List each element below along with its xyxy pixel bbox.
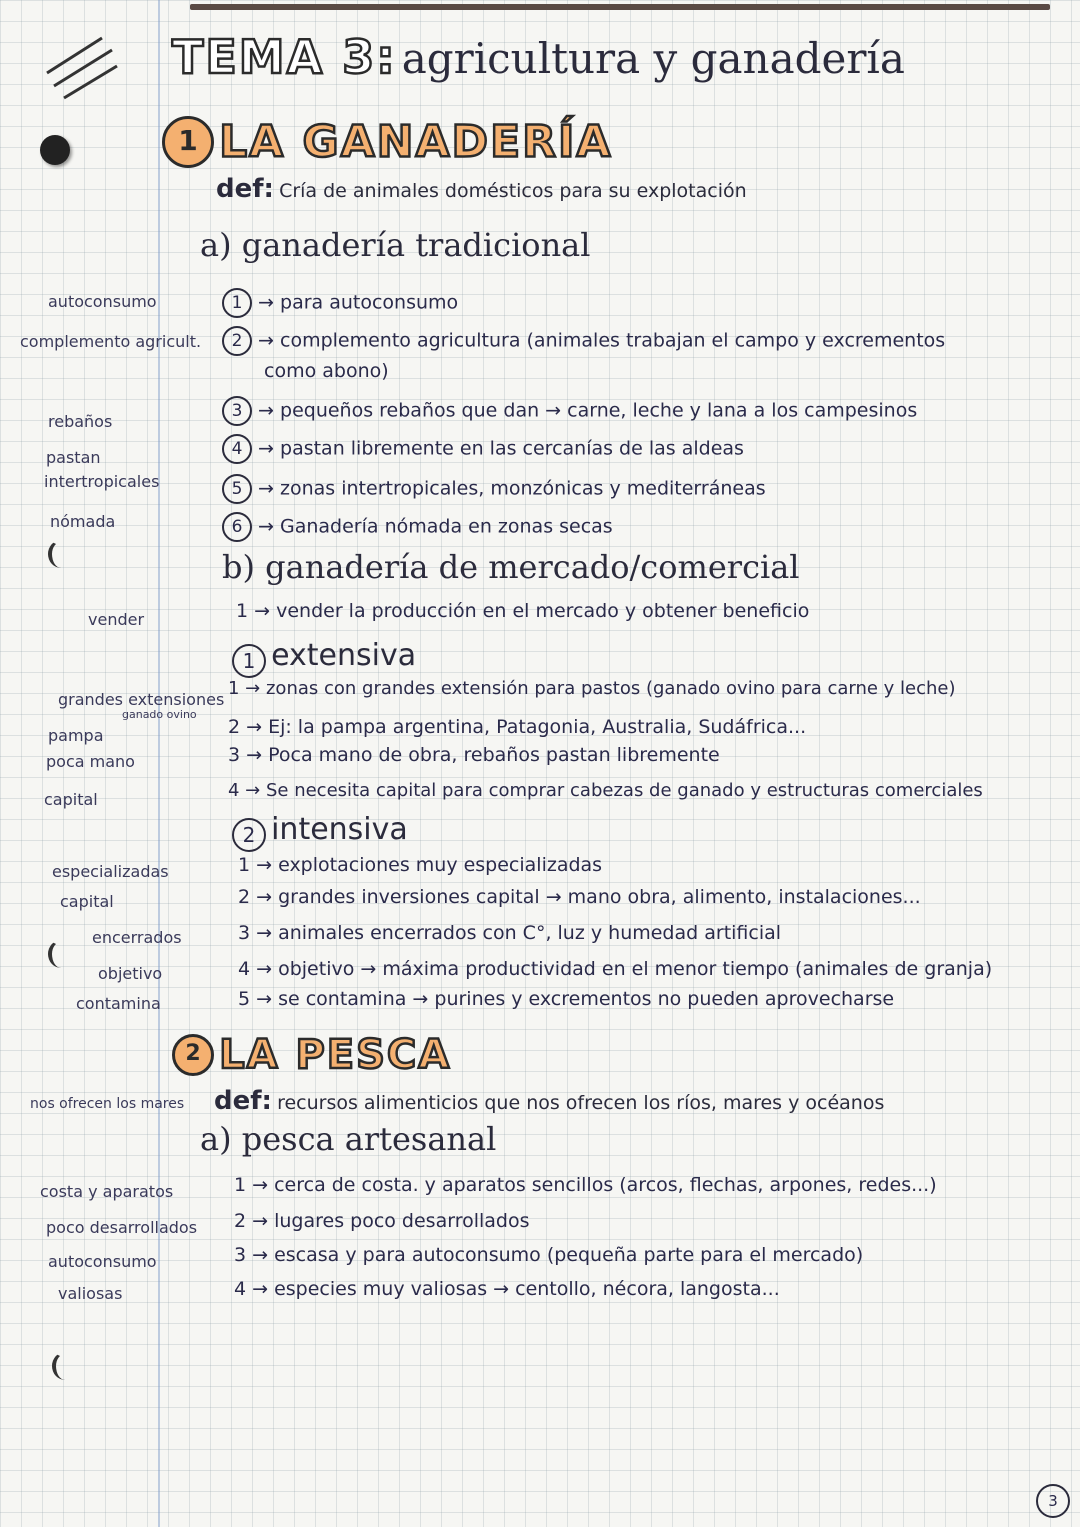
list-item	[222, 288, 458, 318]
item-number: 4	[222, 434, 252, 464]
margin-note: poco desarrollados	[46, 1218, 198, 1237]
margin-note: grandes extensiones	[58, 690, 225, 709]
list-item	[222, 474, 766, 504]
page-title	[172, 30, 905, 84]
margin-note: capital	[60, 892, 114, 911]
list-item: 2 → grandes inversiones capital → mano obra, alimento, instalaciones...	[238, 886, 921, 908]
item-text: → para autoconsumo	[258, 291, 459, 314]
margin-note: nos ofrecen los mares	[30, 1096, 185, 1112]
hatch-mark-icon	[42, 28, 122, 108]
item-text: → complemento agricultura (animales trabajan el campo y excrementos	[258, 329, 946, 352]
item-number: 2	[232, 818, 266, 852]
subsubsection-title: extensiva	[271, 638, 417, 673]
subsection-title: b) ganadería de mercado/comercial	[222, 548, 800, 586]
list-item: 2 → Ej: la pampa argentina, Patagonia, Australia, Sudáfrica...	[228, 716, 807, 738]
margin-note: costa y aparatos	[40, 1182, 174, 1201]
list-item: 1 → cerca de costa. y aparatos sencillos (arcos, flechas, arpones, redes...)	[234, 1174, 937, 1196]
margin-note: capital	[44, 790, 98, 809]
item-number: 1	[232, 644, 266, 678]
item-number: 1	[222, 288, 252, 318]
margin-line	[158, 0, 160, 1527]
title-subject: agricultura y ganadería	[401, 34, 905, 83]
margin-note: pastan	[46, 448, 101, 467]
page-number: 3	[1036, 1484, 1070, 1518]
section-heading	[172, 1032, 451, 1078]
list-item: 4 → Se necesita capital para comprar cabezas de ganado y estructuras comerciales	[228, 780, 983, 801]
def-text: Cría de animales domésticos para su explotación	[279, 180, 747, 202]
margin-note: contamina	[76, 994, 161, 1013]
list-item	[222, 512, 613, 542]
item-text: → pastan libremente en las cercanías de las aldeas	[258, 437, 744, 460]
section-heading	[162, 116, 612, 168]
item-text: como abono)	[264, 360, 389, 382]
list-item: 3 → animales encerrados con C°, luz y humedad artificial	[238, 922, 782, 944]
page-edge	[190, 4, 1050, 10]
section-title: LA GANADERÍA	[219, 116, 613, 168]
subsection-title: a) ganadería tradicional	[200, 226, 591, 264]
margin-note: encerrados	[92, 928, 182, 947]
list-item: 4 → especies muy valiosas → centollo, nécora, langosta...	[234, 1278, 780, 1300]
list-item: 1 → explotaciones muy especializadas	[238, 854, 603, 876]
subsubsection-heading	[232, 812, 408, 852]
title-tema: TEMA 3:	[172, 30, 397, 84]
margin-note: complemento agricult.	[20, 332, 202, 351]
margin-note: intertropicales	[44, 472, 160, 491]
item-number: 5	[222, 474, 252, 504]
section-number: 1	[162, 116, 214, 168]
section-title: LA PESCA	[219, 1032, 452, 1078]
list-item: 1 → vender la producción en el mercado y obtener beneficio	[236, 600, 810, 622]
margin-note: especializadas	[52, 862, 169, 881]
margin-note: rebaños	[48, 412, 113, 431]
subsubsection-heading	[232, 638, 416, 678]
list-item: 5 → se contamina → purines y excrementos no pueden aprovecharse	[238, 988, 895, 1010]
margin-note: valiosas	[58, 1284, 123, 1303]
definition	[216, 174, 747, 204]
list-item	[264, 360, 389, 382]
binder-hole	[40, 135, 70, 165]
item-number: 6	[222, 512, 252, 542]
list-item: 3 → escasa y para autoconsumo (pequeña parte para el mercado)	[234, 1244, 864, 1266]
item-text: → zonas intertropicales, monzónicas y mediterráneas	[258, 477, 766, 500]
list-item: 2 → lugares poco desarrollados	[234, 1210, 530, 1232]
item-number: 2	[222, 326, 252, 356]
margin-note: autoconsumo	[48, 292, 157, 311]
def-label: def:	[216, 174, 274, 204]
definition	[214, 1086, 884, 1116]
item-text: → Ganadería nómada en zonas secas	[258, 515, 613, 538]
list-item: 4 → objetivo → máxima productividad en el menor tiempo (animales de granja)	[238, 958, 993, 980]
binder-hole	[48, 540, 74, 568]
margin-note: poca mano	[46, 752, 135, 771]
margin-note: autoconsumo	[48, 1252, 157, 1271]
def-label: def:	[214, 1086, 272, 1116]
section-number: 2	[172, 1034, 214, 1076]
subsubsection-title: intensiva	[271, 812, 408, 847]
margin-note: nómada	[50, 512, 116, 531]
item-text: → pequeños rebaños que dan → carne, leche y lana a los campesinos	[258, 399, 918, 422]
margin-note: objetivo	[98, 964, 163, 983]
item-number: 3	[222, 396, 252, 426]
list-item	[222, 396, 917, 426]
def-text: recursos alimenticios que nos ofrecen los ríos, mares y océanos	[277, 1092, 885, 1114]
margin-note: vender	[88, 610, 145, 629]
subsection-title: a) pesca artesanal	[200, 1120, 497, 1158]
margin-note: pampa	[48, 726, 104, 745]
list-item: 3 → Poca mano de obra, rebaños pastan libremente	[228, 744, 720, 766]
binder-hole	[52, 1352, 78, 1380]
list-item	[222, 434, 744, 464]
list-item: 1 → zonas con grandes extensión para pastos (ganado ovino para carne y leche)	[228, 678, 956, 699]
list-item	[222, 326, 945, 356]
binder-hole	[48, 940, 74, 968]
margin-note: ganado ovino	[122, 708, 197, 721]
